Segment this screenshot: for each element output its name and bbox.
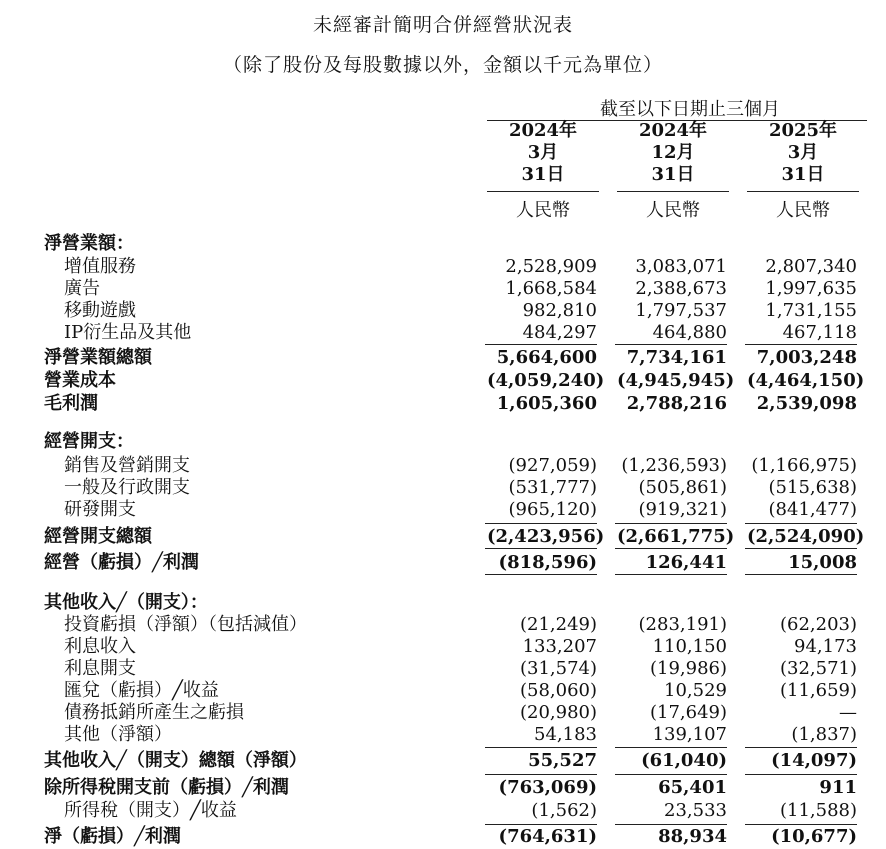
row-value: 5,664,600 xyxy=(496,347,597,368)
total-rule xyxy=(615,774,727,775)
row-value: (763,069) xyxy=(498,777,597,798)
row-value: 2,539,098 xyxy=(756,393,857,414)
row-value: 1,997,635 xyxy=(765,278,857,299)
row-label: 淨營業額總額 xyxy=(44,347,152,368)
row-value: (1,166,975) xyxy=(751,455,857,476)
row-value: 2,388,673 xyxy=(635,278,727,299)
column-month: 3月 xyxy=(527,142,559,163)
row-label: 營業成本 xyxy=(44,370,116,391)
row-value: (283,191) xyxy=(638,614,727,635)
row-value: 1,668,584 xyxy=(505,278,597,299)
row-value: 464,880 xyxy=(652,322,727,343)
column-header-rule-2 xyxy=(617,191,729,192)
row-value: 139,107 xyxy=(652,724,727,745)
row-value: 23,533 xyxy=(664,800,727,821)
row-value: — xyxy=(839,702,857,723)
row-value: (58,060) xyxy=(519,680,597,701)
row-value: 126,441 xyxy=(645,552,727,573)
subtotal-rule xyxy=(615,523,727,524)
row-value: (1,837) xyxy=(791,724,857,745)
total-rule xyxy=(615,574,727,575)
subtotal-rule xyxy=(745,747,857,748)
row-label: 一般及行政開支 xyxy=(64,477,190,498)
column-currency-1: 人民幣 xyxy=(516,200,570,221)
row-value: (505,861) xyxy=(638,477,727,498)
row-value: (2,524,090) xyxy=(747,526,865,547)
row-value: 484,297 xyxy=(522,322,597,343)
row-label: 經營（虧損）╱利潤 xyxy=(44,552,199,573)
row-label: 債務抵銷所產生之虧損 xyxy=(64,702,244,723)
row-value: 911 xyxy=(819,777,857,798)
row-value: 982,810 xyxy=(522,300,597,321)
row-value: (11,588) xyxy=(779,800,857,821)
column-header-2 xyxy=(617,120,729,186)
row-value: (515,638) xyxy=(768,477,857,498)
total-rule xyxy=(485,548,597,549)
row-value: 2,528,909 xyxy=(505,256,597,277)
row-value: 467,118 xyxy=(782,322,857,343)
document-title: 未經審計簡明合併經營狀況表 xyxy=(312,14,573,36)
row-value: 2,807,340 xyxy=(765,256,857,277)
section-heading: 其他收入╱（開支）： xyxy=(44,592,208,613)
column-header-1 xyxy=(487,120,599,186)
row-value: (4,945,945) xyxy=(617,370,735,391)
row-label: 經營開支總額 xyxy=(44,526,152,547)
subtotal-rule xyxy=(615,344,727,345)
row-value: (31,574) xyxy=(519,658,597,679)
row-label: 其他收入╱（開支）總額（淨額） xyxy=(44,750,307,771)
row-value: (61,040) xyxy=(641,750,727,771)
row-value: 65,401 xyxy=(658,777,727,798)
row-value: (21,249) xyxy=(519,614,597,635)
row-value: (19,986) xyxy=(649,658,727,679)
row-value: 15,008 xyxy=(788,552,857,573)
row-value: (841,477) xyxy=(768,499,857,520)
row-value: (2,661,775) xyxy=(617,526,735,547)
column-month: 12月 xyxy=(651,142,695,163)
column-header-rule-1 xyxy=(487,191,599,192)
subtotal-rule xyxy=(485,344,597,345)
row-label: 研發開支 xyxy=(64,499,136,520)
row-value: (965,120) xyxy=(508,499,597,520)
row-label: 投資虧損（淨額）（包括減值） xyxy=(64,614,307,635)
document-subtitle: （除了股份及每股數據以外，金額以千元為單位） xyxy=(222,54,663,76)
row-label: 利息收入 xyxy=(64,636,136,657)
total-rule xyxy=(485,774,597,775)
row-label: 銷售及營銷開支 xyxy=(64,455,190,476)
row-value: (62,203) xyxy=(779,614,857,635)
row-value: (11,659) xyxy=(779,680,857,701)
column-header-rule-3 xyxy=(747,191,859,192)
row-label: 毛利潤 xyxy=(44,393,98,414)
row-label: 其他（淨額） xyxy=(64,724,172,745)
row-value: (17,649) xyxy=(649,702,727,723)
row-value: 7,734,161 xyxy=(626,347,727,368)
column-day: 31日 xyxy=(521,164,565,185)
total-rule xyxy=(745,548,857,549)
row-value: 110,150 xyxy=(652,636,727,657)
row-value: (1,236,593) xyxy=(621,455,727,476)
row-label: 移動遊戲 xyxy=(64,300,136,321)
section-heading: 淨營業額： xyxy=(44,233,134,254)
row-value: (927,059) xyxy=(508,455,597,476)
period-header: 截至以下日期止三個月 xyxy=(600,99,780,120)
row-value: (32,571) xyxy=(779,658,857,679)
total-rule xyxy=(745,574,857,575)
column-day: 31日 xyxy=(781,164,825,185)
row-label: 匯兌（虧損）╱收益 xyxy=(64,680,219,701)
row-value: (4,059,240) xyxy=(487,370,605,391)
row-value: 7,003,248 xyxy=(756,347,857,368)
subtotal-rule xyxy=(485,747,597,748)
total-rule xyxy=(615,548,727,549)
total-rule xyxy=(485,824,597,825)
row-label: 廣告 xyxy=(64,278,100,299)
subtotal-rule xyxy=(485,523,597,524)
total-rule xyxy=(485,574,597,575)
section-heading: 經營開支： xyxy=(44,431,134,452)
row-value: 88,934 xyxy=(658,826,727,847)
subtotal-rule xyxy=(745,523,857,524)
row-label: 淨（虧損）╱利潤 xyxy=(44,826,181,847)
row-label: 增值服務 xyxy=(64,256,136,277)
row-value: (818,596) xyxy=(498,552,597,573)
row-value: (2,423,956) xyxy=(487,526,605,547)
row-value: 1,731,155 xyxy=(765,300,857,321)
row-value: (1,562) xyxy=(531,800,597,821)
row-value: 54,183 xyxy=(534,724,597,745)
column-year: 2024年 xyxy=(508,120,578,141)
column-currency-3: 人民幣 xyxy=(776,200,830,221)
column-month: 3月 xyxy=(787,142,819,163)
column-day: 31日 xyxy=(651,164,695,185)
column-year: 2025年 xyxy=(768,120,838,141)
row-value: (4,464,150) xyxy=(747,370,865,391)
row-value: 2,788,216 xyxy=(626,393,727,414)
column-currency-2: 人民幣 xyxy=(646,200,700,221)
row-value: 1,797,537 xyxy=(635,300,727,321)
row-value: 133,207 xyxy=(522,636,597,657)
subtotal-rule xyxy=(745,344,857,345)
row-value: (764,631) xyxy=(498,826,597,847)
row-label: 除所得稅開支前（虧損）╱利潤 xyxy=(44,777,289,798)
column-header-3 xyxy=(747,120,859,186)
row-value: (20,980) xyxy=(519,702,597,723)
column-year: 2024年 xyxy=(638,120,708,141)
row-value: 1,605,360 xyxy=(496,393,597,414)
row-value: 10,529 xyxy=(664,680,727,701)
row-label: 利息開支 xyxy=(64,658,136,679)
row-label: IP衍生品及其他 xyxy=(64,322,192,343)
row-value: (531,777) xyxy=(508,477,597,498)
row-value: 3,083,071 xyxy=(635,256,727,277)
row-label: 所得稅（開支）╱收益 xyxy=(64,800,237,821)
total-rule xyxy=(745,824,857,825)
total-rule xyxy=(615,824,727,825)
row-value: (14,097) xyxy=(771,750,857,771)
row-value: (10,677) xyxy=(771,826,857,847)
row-value: 94,173 xyxy=(794,636,857,657)
row-value: (919,321) xyxy=(638,499,727,520)
total-rule xyxy=(745,774,857,775)
subtotal-rule xyxy=(615,747,727,748)
row-value: 55,527 xyxy=(528,750,597,771)
